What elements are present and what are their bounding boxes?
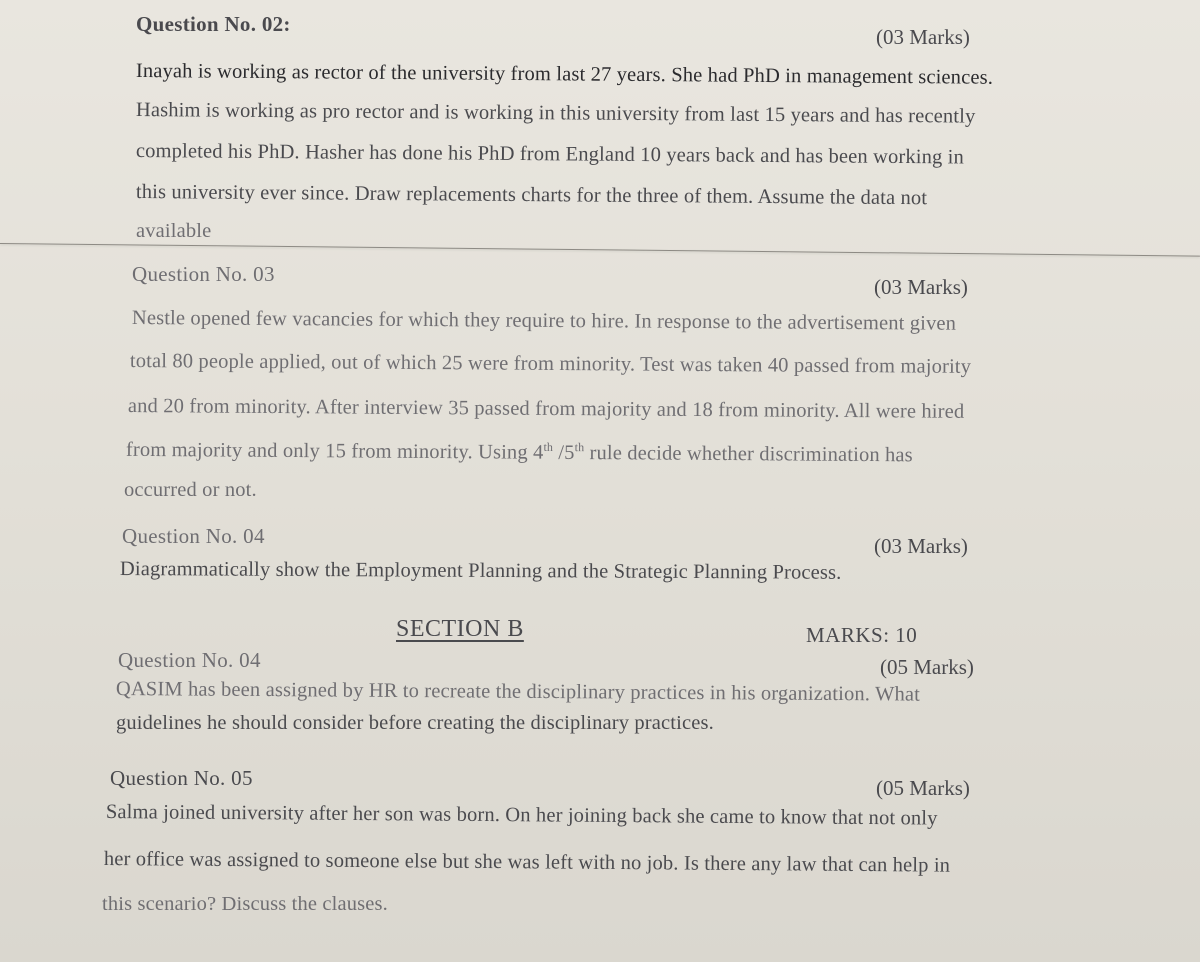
question-03-line-4-text-b: /5 [552,441,575,464]
question-05-line-1: Salma joined university after her son was born. On her joining back she came to know that not only [105,801,938,830]
question-04b-marks: (05 Marks) [880,655,974,679]
question-03-line-4-text-a: from majority and only 15 from minority. Using 4 [125,438,544,464]
question-05-line-3: this scenario? Discuss the clauses. [102,893,388,915]
question-03-heading: Question No. 03 [132,262,275,286]
question-03-line-4-text-c: rule decide whether discrimination has [584,442,913,467]
question-03-line-2: total 80 people applied, out of which 25 were from minority. Test was taken 40 passed from majority [129,350,972,378]
section-b-title: SECTION B [396,616,524,642]
question-02-line-4: this university ever since. Draw replacements charts for the three of them. Assume the data not [135,181,928,210]
question-03-line-3: and 20 from minority. After interview 35 passed from majority and 18 from minority. All were hired [127,395,965,423]
question-04b-line-2: guidelines he should consider before creating the disciplinary practices. [116,712,714,734]
question-05-marks: (05 Marks) [876,776,970,800]
question-04b-line-1: QASIM has been assigned by HR to recreate the disciplinary practices in his organization. What [115,678,921,706]
question-02-line-3: completed his PhD. Hasher has done his PhD from England 10 years back and has been working in [135,140,965,169]
question-02-heading: Question No. 02: [136,12,291,36]
question-02-line-2: Hashim is working as pro rector and is working in this university from last 15 years and has recently [135,99,976,128]
question-02-line-1: Inayah is working as rector of the university from last 27 years. She had PhD in management sciences. [135,60,994,89]
question-03-line-5: occurred or not. [124,479,257,501]
question-04a-line-1: Diagrammatically show the Employment Planning and the Strategic Planning Process. [119,558,842,584]
section-b-marks: MARKS: 10 [806,623,918,647]
question-03-line-4 [126,437,913,467]
question-05-line-2: her office was assigned to someone else but she was left with no job. Is there any law that can help in [103,848,951,877]
question-03-line-4-sup-1: th [543,439,554,454]
question-02-line-5: available [136,220,212,242]
paper-fold-crease [0,243,1200,257]
question-03-line-4-sup-2: th [574,440,585,455]
question-04a-marks: (03 Marks) [874,534,968,558]
question-03-line-1: Nestle opened few vacancies for which they require to hire. In response to the advertisement given [131,307,957,335]
question-03-marks: (03 Marks) [874,275,968,299]
question-02-marks: (03 Marks) [876,25,970,49]
question-05-heading: Question No. 05 [110,766,253,790]
question-04a-heading: Question No. 04 [122,524,265,548]
question-04b-heading: Question No. 04 [118,648,261,672]
